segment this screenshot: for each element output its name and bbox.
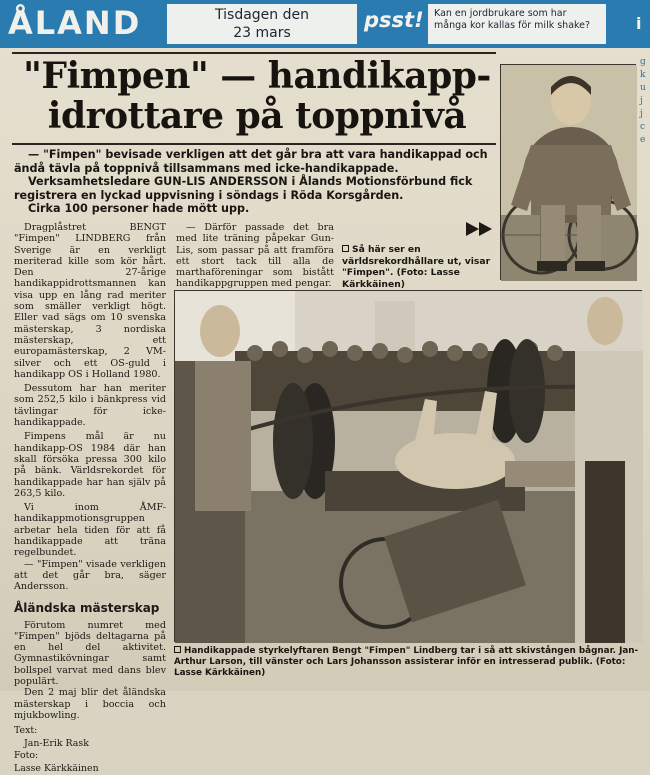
masthead-edge-letter: i	[636, 14, 642, 33]
body-paragraph: Vi inom ÅMF-handikappmotionsgruppen arbetar hela tiden för att få handikappade att träna regelbundet.	[14, 502, 166, 559]
top-photo-caption: Så här ser en världsrekordhållare ut, visar "Fimpen". (Foto: Lasse Kärkkäinen)	[342, 244, 491, 290]
date-weekday: Tisdagen den	[215, 7, 309, 23]
body-paragraph: Förutom numret med "Fimpen" bjöds deltagarna på en hel del aktivitet. Gymnastikövningar samt bollspel varvat med dans blev populärt.	[14, 619, 166, 687]
lead-text-2: Verksamhetsledare GUN-LIS ANDERSSON i Ålands Motionsförbund fick registrera en lyckad uppvisning i söndags i Röda Korsgården.	[14, 175, 473, 202]
subheading: Åländska mästerskap	[14, 600, 160, 615]
body-paragraph: — Därför passade det bra med lite träning påpekar Gun-Lis, som passar på att framföra ett stort tack till alla de marthaföreningar som bistått handikappgruppen med pengar.	[176, 222, 334, 290]
caption-square-icon	[174, 646, 181, 653]
adjacent-column-edge: g k u j j c e	[640, 57, 646, 145]
bench-press-photo-image	[175, 291, 643, 643]
wheelchair-photo	[500, 64, 636, 280]
byline	[14, 725, 166, 775]
lead-text-1: — "Fimpen" bevisade verkligen att det går bra att vara handikappad och ändå tävla på toppnivå tillsammans med icke-handikappade.	[14, 148, 488, 175]
date-box	[167, 4, 357, 44]
headline-line-2: idrottare på toppnivå	[47, 95, 467, 137]
wheelchair-photo-image	[501, 65, 637, 281]
headline	[12, 56, 502, 136]
body-paragraph: — "Fimpen" visade verkligen att det går bra, säger Andersson.	[14, 558, 166, 593]
headline-line-1: "Fimpen" — handikapp-	[23, 55, 491, 97]
lead-paragraph	[14, 148, 496, 216]
psst-question: Kan en jordbrukare som har många kor kallas för milk shake?	[428, 4, 606, 44]
text-author: Jan-Erik Rask	[24, 737, 89, 749]
masthead	[0, 0, 650, 48]
bench-press-photo	[174, 290, 642, 642]
continue-arrow-icon	[466, 222, 496, 236]
top-rule	[12, 52, 496, 54]
body-paragraph: Dessutom har han meriter som 252,5 kilo i bänkpress vid tävlingar för icke-handikappade.	[14, 383, 166, 429]
body-column-1	[14, 222, 166, 775]
region-title: ÅLAND	[8, 4, 142, 42]
body-paragraph: Fimpens mål är nu handikapp-OS 1984 där han skall försöka pressa 300 kilo på bänk. Världsrekordet för handikappade har han själv på 263,5 kilo.	[14, 431, 166, 499]
text-label: Text:	[14, 725, 38, 737]
photo-label: Foto:	[14, 750, 39, 762]
body-paragraph: Dragplåstret BENGT "Fimpen" LINDBERG från Sverige är en verkligt meriterad kille som kör hårt. Den 27-årige handikappidrottsmannen kan visa upp en lång rad meriter som smäller verkligt högt. Eller vad sägs om 10 svenska mästerskap, 3 nordiska mästerskap, ett europamästerskap, 2 VM-silver och ett OS-guld i handikapp OS i Holland 1980.	[14, 222, 166, 380]
headline-rule	[12, 143, 496, 145]
caption-square-icon	[342, 245, 349, 252]
psst-label: psst!	[364, 8, 424, 32]
lead-text-3: Cirka 100 personer hade mött upp.	[28, 202, 250, 216]
bottom-photo-caption: Handikappade styrkelyftaren Bengt "Fimpen" Lindberg tar i så att skivstången bågnar. Jan-Arthur Larson, till vänster och Lars Johansson assisterar inför en intresserad publik. (Foto: Lasse Kärkkäinen)	[174, 646, 639, 678]
photo-author: Lasse Kärkkäinen	[14, 762, 99, 774]
body-column-2	[176, 222, 334, 290]
date-day: 23 mars	[233, 25, 291, 41]
body-paragraph: Den 2 maj blir det åländska mästerskap i boccia och mjukbowling.	[14, 687, 166, 721]
